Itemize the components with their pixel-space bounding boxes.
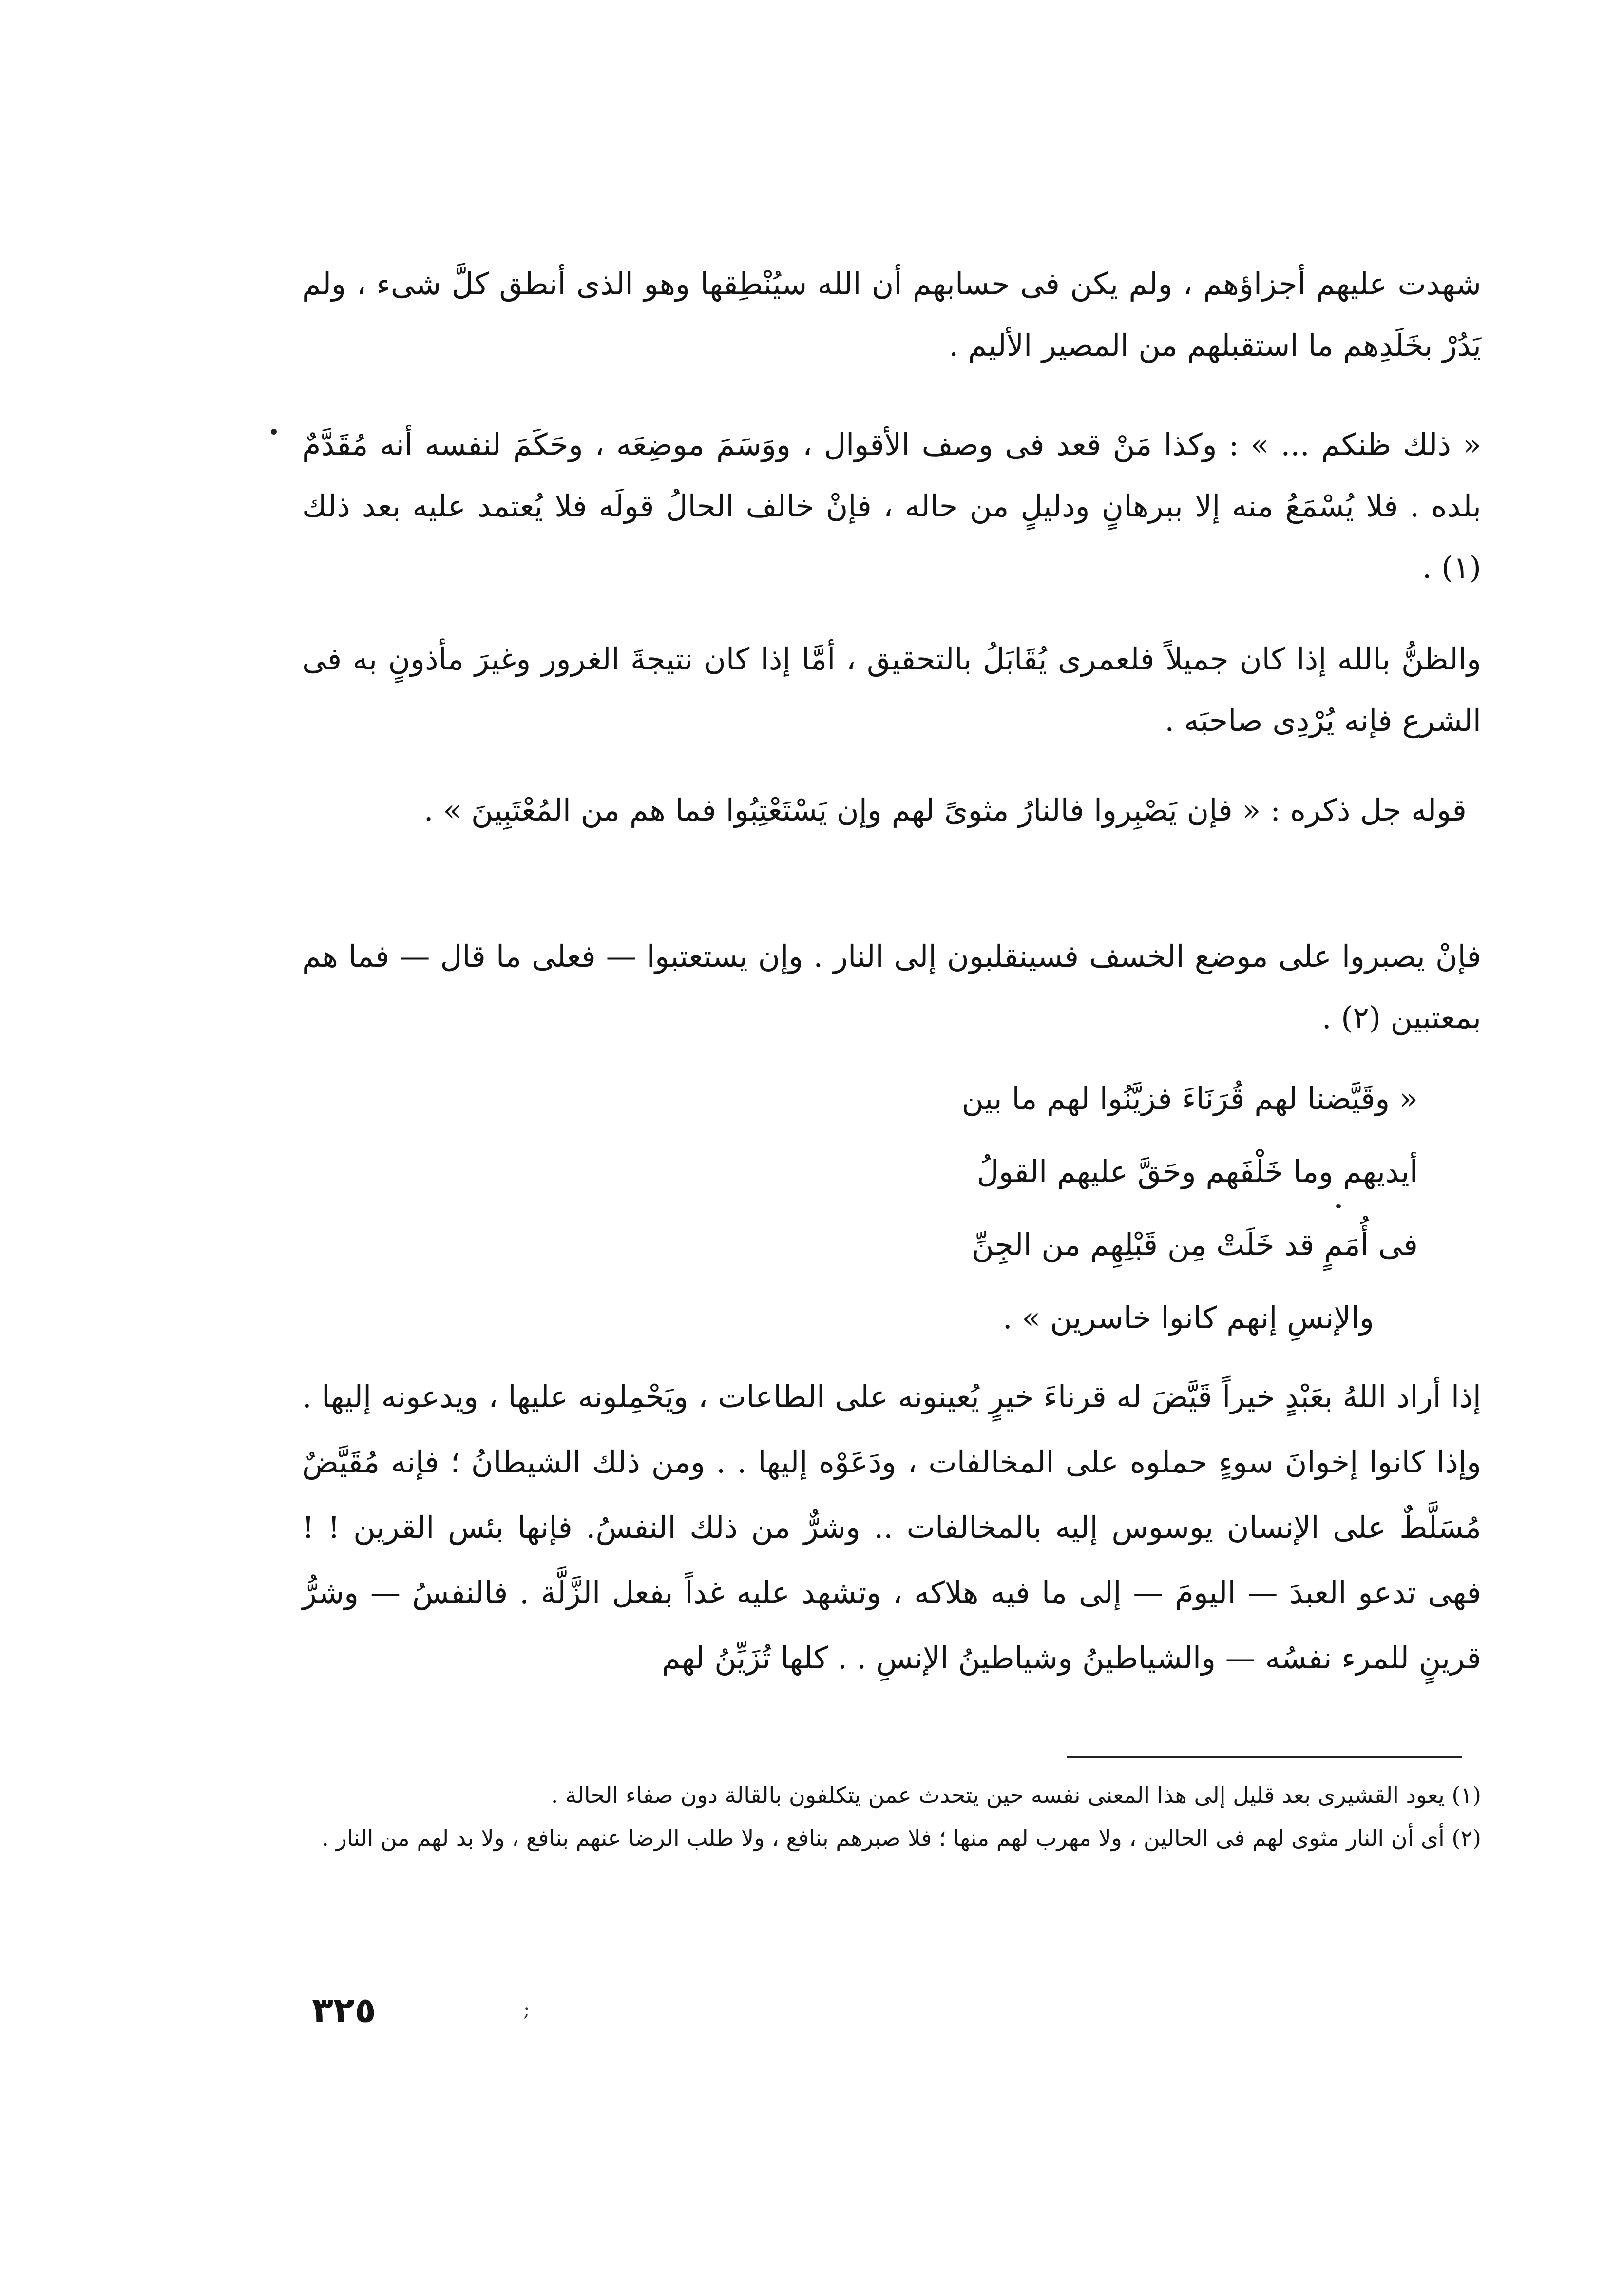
- footnote-2: (٢) أى أن النار مثوى لهم فى الحالين ، ولا مهرب لهم منها ؛ فلا صبرهم بنافع ، ولا طلب الرضا عنهم بنافع ، ولا بد لهم من النار .: [322, 1825, 1481, 1851]
- verse-line: « وقَيَّضنا لهم قُرَنَاءَ فزيَّنُوا لهم ما بين: [961, 1081, 1418, 1116]
- verse-line: فى أُمَمٍ قد خَلَتْ مِن قَبْلِهِم من الجِنِّ: [972, 1227, 1418, 1262]
- paragraph-4: فإنْ يصبروا على موضع الخسف فسينقلبون إلى النار . وإن يستعتبوا — فعلى ما قال — فما هم بمعتبين (٢) .: [302, 938, 1481, 1035]
- footnote-divider: [1067, 1756, 1462, 1758]
- quranic-verse-2: [663, 1062, 1418, 1355]
- margin-mark: ;: [523, 1999, 530, 2021]
- margin-dot: [271, 429, 277, 435]
- paragraph-5: إذا أراد اللهُ بعَبْدٍ خيراً قَيَّضَ له قرناءَ خيرٍ يُعينونه على الطاعات ، ويَحْمِلونه عليها ، ويدعونه إليها . وإذا كانوا إخوانَ سوءٍ حملوه على المخالفات ، ودَعَوْه إليها . . ومن ذلك الشيطانُ ؛ فإنه مُقَيَّضٌ مُسَلَّطٌ على الإنسان يوسوس إليه بالمخالفات .. وشرٌّ من ذلك النفسُ. فإنها بئس القرين ! ! فهى تدعو العبدَ — اليومَ — إلى ما فيه هلاكه ، وتشهد عليه غداً بفعل الزَّلَّة . فالنفسُ — وشرُّ قرينٍ للمرء نفسُه — والشياطينُ وشياطينُ الإنسِ . . كلها تُزَيِّنُ لهم: [302, 1379, 1481, 1676]
- paragraph-2: « ذلك ظنكم ... » : وكذا مَنْ قعد فى وصف الأقوال ، ووَسَمَ موضِعَه ، وحَكَمَ لنفسه أنه مُقَدَّمٌ بلده . فلا يُسْمَعُ منه إلا ببرهانٍ ودليلٍ من حاله ، فإنْ خالف الحالُ قولَه فلا يُعتمد عليه بعد ذلك (١) .: [302, 427, 1481, 585]
- page-number: ٣٢٥: [312, 1989, 376, 2030]
- paragraph-3: والظنُّ بالله إذا كان جميلاً فلعمرى يُقَابَلُ بالتحقيق ، أمَّا إذا كان نتيجةَ الغرور وغيرَ مأذونٍ به فى الشرع فإنه يُرْدِى صاحبَه .: [302, 641, 1481, 738]
- footnotes: [312, 1774, 1481, 1859]
- paragraph-1: شهدت عليهم أجزاؤهم ، ولم يكن فى حسابهم أن الله سيُنْطِقها وهو الذى أنطق كلَّ شىء ، ولم يَدُرْ بخَلَدِهم ما استقبلهم من المصير الأليم .: [302, 266, 1481, 363]
- verse-line: أيديهم وما خَلْفَهم وحَقَّ عليهم القولُ: [976, 1154, 1418, 1189]
- quranic-verse-1: قوله جل ذكره : « فإن يَصْبِروا فالنارُ مثوىً لهم وإن يَسْتَعْتِبُوا فما هم من المُعْتَبِينَ » .: [423, 792, 1467, 828]
- verse-line: والإنسِ إنهم كانوا خاسرين » .: [1002, 1300, 1374, 1336]
- footnote-1: (١) يعود القشيرى بعد قليل إلى هذا المعنى نفسه حين يتحدث عمن يتكلفون بالقالة دون صفاء الحالة .: [551, 1782, 1481, 1808]
- margin-dot: [1336, 1204, 1341, 1208]
